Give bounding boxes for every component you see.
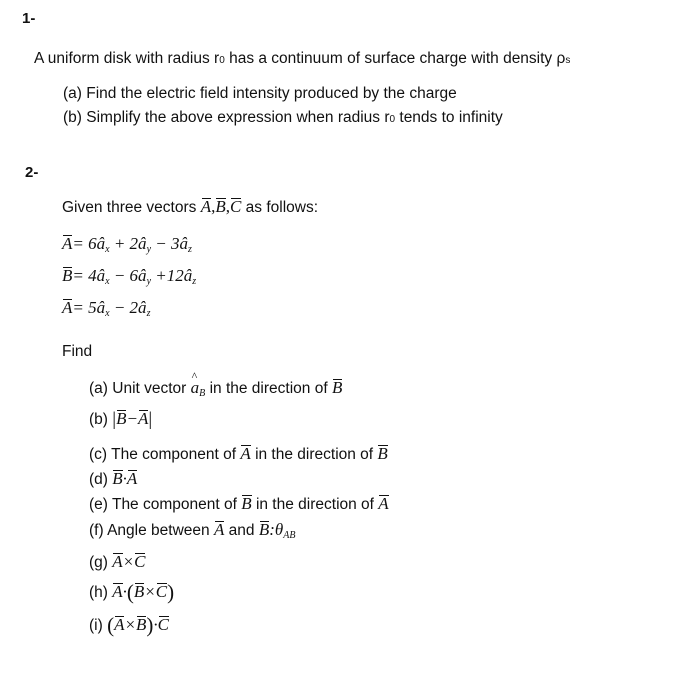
- question-2-part-b: (b) |B−A|: [89, 409, 153, 430]
- question-2-part-d: (d) B·A: [89, 469, 138, 488]
- question-2-part-c: (c) The component of A in the direction of B: [89, 444, 388, 463]
- question-2-part-a: (a) Unit vector ^ $a_B$ in the direction of B: [89, 378, 342, 399]
- equation-vector-c: $A= 5â_x$ − $2â_z$: [62, 298, 151, 319]
- question-1-part-b: (b) Simplify the above expression when radius r0 tends to infinity: [63, 109, 503, 126]
- question-2-part-i: (i) (A×B)·C: [89, 613, 169, 637]
- question-2-part-h: (h) A·(B×C): [89, 580, 175, 604]
- question-1-number: 1-: [22, 10, 36, 27]
- question-2-intro: Given three vectors A,B,C as follows:: [62, 197, 319, 216]
- question-2-part-g: (g) A×C: [89, 552, 146, 571]
- question-2-number: 2-: [25, 164, 39, 181]
- question-2-part-e: (e) The component of B in the direction of A: [89, 494, 389, 513]
- equation-vector-a: $A= 6â_x$ + $2â_y$ − $3â_z$: [62, 234, 192, 255]
- question-1-part-a: (a) Find the electric field intensity produced by the charge: [63, 85, 457, 102]
- question-2-part-f: (f) Angle between A and $B:\theta_{AB}$: [89, 520, 296, 541]
- equation-vector-b: $B= 4â_x$ − $6â_y$ $+12â_z$: [62, 266, 197, 287]
- question-1-statement: A uniform disk with radius r0 has a continuum of surface charge with density ρs: [34, 50, 571, 67]
- find-label: Find: [62, 343, 93, 360]
